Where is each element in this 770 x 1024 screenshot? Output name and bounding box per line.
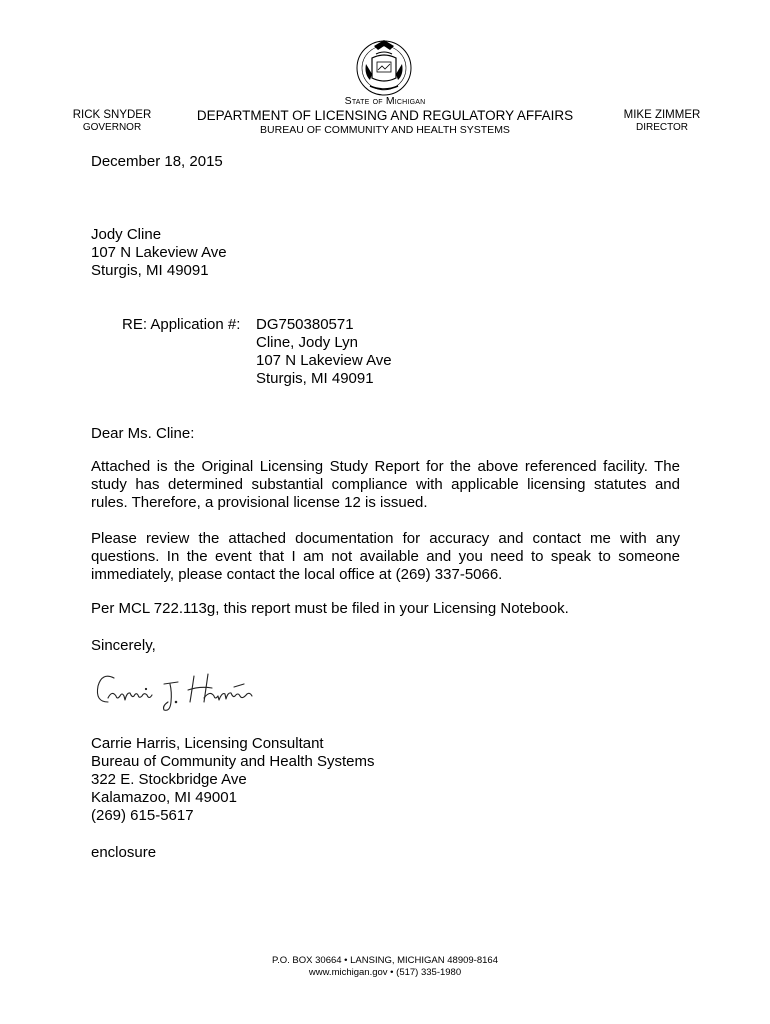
salutation: Dear Ms. Cline: bbox=[91, 425, 195, 442]
director-title: DIRECTOR bbox=[635, 122, 689, 133]
state-name: State of Michigan bbox=[344, 95, 426, 107]
department-name: DEPARTMENT OF LICENSING AND REGULATORY AFFAIRS bbox=[196, 108, 574, 123]
governor-block bbox=[60, 108, 164, 134]
sender-name-title: Carrie Harris, Licensing Consultant bbox=[91, 735, 324, 752]
director-block bbox=[614, 108, 710, 134]
director-name: MIKE ZIMMER bbox=[623, 109, 701, 121]
sender-phone: (269) 615-5617 bbox=[91, 807, 194, 824]
recipient-name: Jody Cline bbox=[91, 226, 162, 243]
footer-contact: www.michigan.gov • (517) 335-1980 bbox=[308, 967, 462, 978]
governor-name: RICK SNYDER bbox=[72, 109, 152, 121]
recipient-street: 107 N Lakeview Ave bbox=[91, 244, 227, 261]
governor-title: GOVERNOR bbox=[82, 122, 142, 133]
handwritten-signature bbox=[92, 662, 262, 718]
application-number: DG750380571 bbox=[256, 316, 354, 333]
sender-city: Kalamazoo, MI 49001 bbox=[91, 789, 237, 806]
closing: Sincerely, bbox=[91, 637, 156, 654]
applicant-street: 107 N Lakeview Ave bbox=[256, 352, 392, 369]
letterhead-center bbox=[180, 95, 590, 137]
enclosure-note: enclosure bbox=[91, 844, 157, 861]
recipient-city: Sturgis, MI 49091 bbox=[91, 262, 209, 279]
re-details bbox=[256, 316, 392, 388]
recipient-address bbox=[91, 226, 227, 280]
footer-address: P.O. BOX 30664 • LANSING, MICHIGAN 48909-8164 bbox=[272, 955, 498, 966]
body-paragraph: Per MCL 722.113g, this report must be filed in your Licensing Notebook. bbox=[91, 600, 569, 617]
bureau-name: BUREAU OF COMMUNITY AND HEALTH SYSTEMS bbox=[260, 124, 510, 136]
applicant-name: Cline, Jody Lyn bbox=[256, 334, 358, 351]
sender-bureau: Bureau of Community and Health Systems bbox=[91, 753, 375, 770]
michigan-seal-icon bbox=[352, 34, 416, 98]
footer bbox=[185, 955, 585, 979]
body-paragraph: Please review the attached documentation for accuracy and contact me with any questions. In the event that I am not available and you need to speak to someone immediately, please contact the local office at (269) 337-5066. bbox=[91, 530, 680, 583]
sender-block bbox=[91, 735, 374, 825]
applicant-city: Sturgis, MI 49091 bbox=[256, 370, 374, 387]
re-label: RE: Application #: bbox=[122, 316, 241, 333]
sender-street: 322 E. Stockbridge Ave bbox=[91, 771, 247, 788]
letter-date: December 18, 2015 bbox=[91, 153, 223, 170]
body-paragraph: Attached is the Original Licensing Study Report for the above referenced facility. The study has determined substantial compliance with applicable licensing statutes and rules. Therefore, a provisional license 12 is issued. bbox=[91, 458, 680, 511]
